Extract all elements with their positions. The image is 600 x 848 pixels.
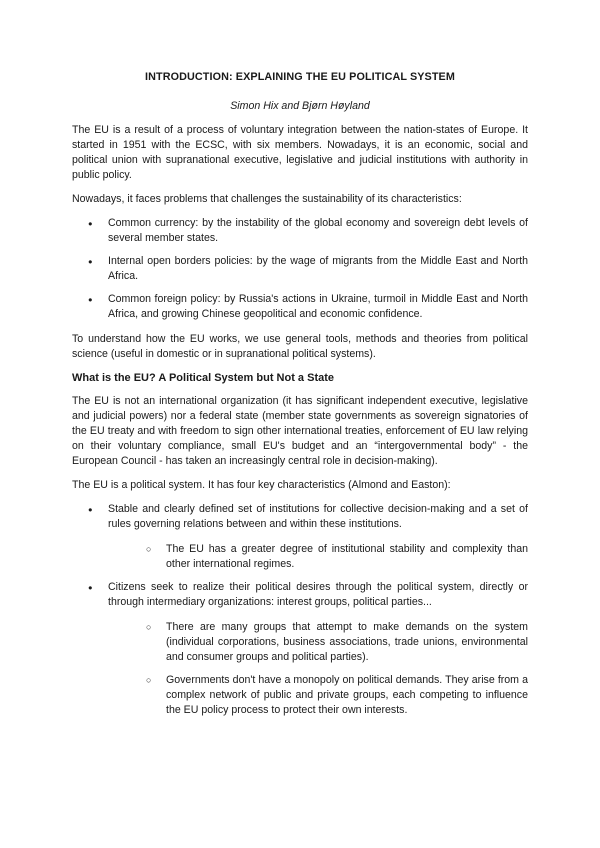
characteristic-text: Stable and clearly defined set of institutions for collective decision-making and a set of rules governing relations between and within these institutions.: [108, 503, 528, 530]
document-page: [72, 64, 528, 728]
characteristic-sublist: [108, 542, 528, 572]
characteristic-item: [72, 580, 528, 718]
characteristic-text: Citizens seek to realize their political desires through the political system, directly or through intermediary organizations: interest groups, political parties...: [108, 581, 528, 608]
problem-item: ● Common currency: by the instability of the global economy and sovereign debt levels of several member states.: [72, 216, 528, 246]
document-authors: Simon Hix and Bjørn Høyland: [230, 100, 370, 112]
characteristics-lead: The EU is a political system. It has four key characteristics (Almond and Easton):: [72, 479, 451, 491]
section-heading: What is the EU? A Political System but Not a State: [72, 372, 335, 384]
problems-list: [72, 216, 528, 322]
problem-item: ● Common foreign policy: by Russia's actions in Ukraine, turmoil in Middle East and North Africa, and growing Chinese geopolitical and economic confidence.: [72, 292, 528, 322]
characteristic-subitem: ○ The EU has a greater degree of institutional stability and complexity than other international regimes.: [108, 542, 528, 572]
intro-paragraph: The EU is a result of a process of voluntary integration between the nation-states of Europe. It started in 1951 with the ECSC, with six members. Nowadays, it is an economic, social and political union with supranational executive, legislative and judicial institutions with authority in public policy.: [72, 124, 528, 181]
characteristic-sublist: [108, 620, 528, 718]
section-paragraph: The EU is not an international organization (it has significant independent executive, legislative and judicial powers) nor a federal state (member state governments as sovereign signatories of the EU treaty and with freedom to sign other international treaties, enforcement of EU law relying on their voluntary compliance, small EU's budget and an “intergovernmental body” - the European Council - has taken an increasingly central role in decision-making).: [72, 395, 528, 467]
document-title: INTRODUCTION: EXPLAINING THE EU POLITICAL SYSTEM: [145, 71, 455, 83]
tools-paragraph: To understand how the EU works, we use general tools, methods and theories from political science (useful in domestic or in supranational political systems).: [72, 333, 528, 360]
characteristics-list: [72, 502, 528, 718]
characteristic-subitem: ○ Governments don't have a monopoly on political demands. They arise from a complex network of public and private groups, each competing to influence the EU policy process to protect their own interests.: [108, 673, 528, 718]
problems-lead: Nowadays, it faces problems that challenges the sustainability of its characteristics:: [72, 193, 462, 205]
characteristic-item: [72, 502, 528, 572]
characteristic-subitem: ○ There are many groups that attempt to make demands on the system (individual corporations, business associations, trade unions, environmental and consumer groups and political parties).: [108, 620, 528, 665]
problem-item: ● Internal open borders policies: by the wage of migrants from the Middle East and North Africa.: [72, 254, 528, 284]
